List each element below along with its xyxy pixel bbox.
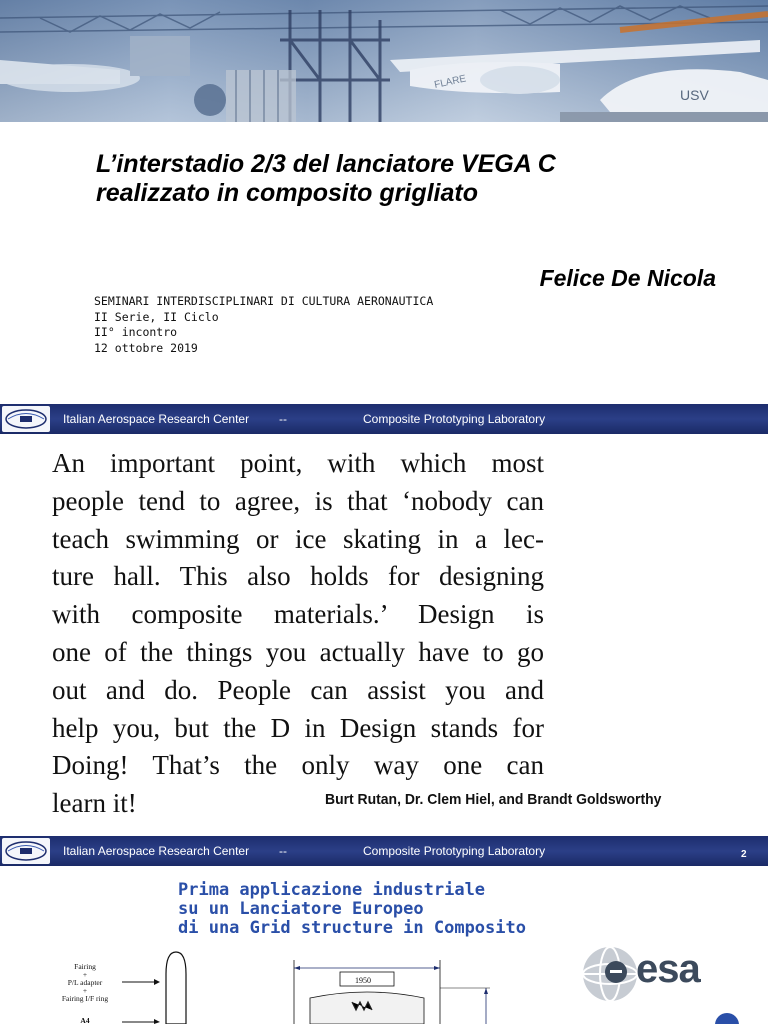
heading-line-3: di una Grid structure in Composito — [178, 918, 526, 938]
header-lab: Composite Prototyping Laboratory — [363, 412, 546, 426]
header-separator: -- — [279, 844, 287, 858]
launcher-diagram — [120, 950, 200, 1024]
heading-line-1: Prima applicazione industriale — [178, 880, 486, 900]
presentation-title — [96, 150, 736, 208]
seminar-date: 12 ottobre 2019 — [94, 340, 198, 355]
quote-block — [52, 445, 544, 823]
quote-line: Doing! That’s the only way one can — [52, 750, 544, 781]
header-separator: -- — [279, 412, 287, 426]
heading-line-2: su un Lanciatore Europeo — [178, 899, 424, 919]
esa-logo-text: esa — [636, 947, 700, 991]
blue-emblem-icon — [712, 1010, 742, 1024]
usv-text: USV — [680, 87, 709, 103]
title-line-2: realizzato in composito grigliato — [96, 179, 478, 207]
banner-photo — [0, 0, 768, 122]
flare-text: FLARE — [433, 73, 468, 91]
title-line-1: L’interstadio 2/3 del lanciatore VEGA C — [96, 150, 556, 178]
interstage-drawing — [290, 958, 500, 1024]
quote-line: out and do. People can assist you and — [52, 674, 544, 705]
esa-globe-icon — [580, 944, 640, 1004]
label-pl-adapter: P/L adapter — [67, 978, 103, 987]
quote-line: one of the things you actually have to go — [52, 636, 544, 667]
header-org: Italian Aerospace Research Center — [63, 844, 250, 858]
label-fairing: Fairing — [74, 962, 96, 971]
quote-line: help you, but the D in Design stands for — [52, 712, 544, 743]
quote-line: learn it! — [52, 788, 137, 819]
label-plus: + — [82, 970, 88, 979]
label-fairing-ring: Fairing I/F ring — [61, 994, 109, 1003]
seminar-cycle: II Serie, II Ciclo — [94, 309, 219, 324]
quote-line: An important point, with which most — [52, 448, 544, 478]
hangar-photo — [0, 0, 768, 122]
seminar-info — [94, 294, 433, 356]
cira-logo — [2, 406, 50, 432]
quote-line: with composite materials.’ Design is — [52, 599, 544, 630]
label-stage: A4 — [80, 1016, 90, 1025]
quote-attribution: Burt Rutan, Dr. Clem Hiel, and Brandt Goldsworthy — [325, 791, 662, 808]
page-number: 2 — [741, 849, 747, 860]
cira-logo-icon — [2, 406, 50, 432]
dimension-label: 1950 — [355, 976, 371, 985]
launcher-labels — [50, 950, 130, 1024]
quote-line: ture hall. This also holds for designing — [52, 561, 544, 592]
label-plus: + — [82, 986, 88, 995]
seminar-meeting: II° incontro — [94, 325, 178, 339]
quote-line: teach swimming or ice skating in a lec- — [52, 523, 544, 554]
header-lab: Composite Prototyping Laboratory — [363, 844, 546, 858]
slide-header-bar — [0, 404, 768, 434]
slide3-heading — [178, 881, 598, 938]
seminar-series: SEMINARI INTERDISCIPLINARI DI CULTURA AERONAUTICA — [94, 294, 434, 308]
cira-logo — [2, 838, 50, 864]
author-name: Felice De Nicola — [539, 265, 716, 291]
header-org: Italian Aerospace Research Center — [63, 412, 250, 426]
cira-logo-icon — [2, 838, 50, 864]
quote-line: people tend to agree, is that ‘nobody can — [52, 485, 544, 516]
slide-header-bar — [0, 836, 768, 866]
